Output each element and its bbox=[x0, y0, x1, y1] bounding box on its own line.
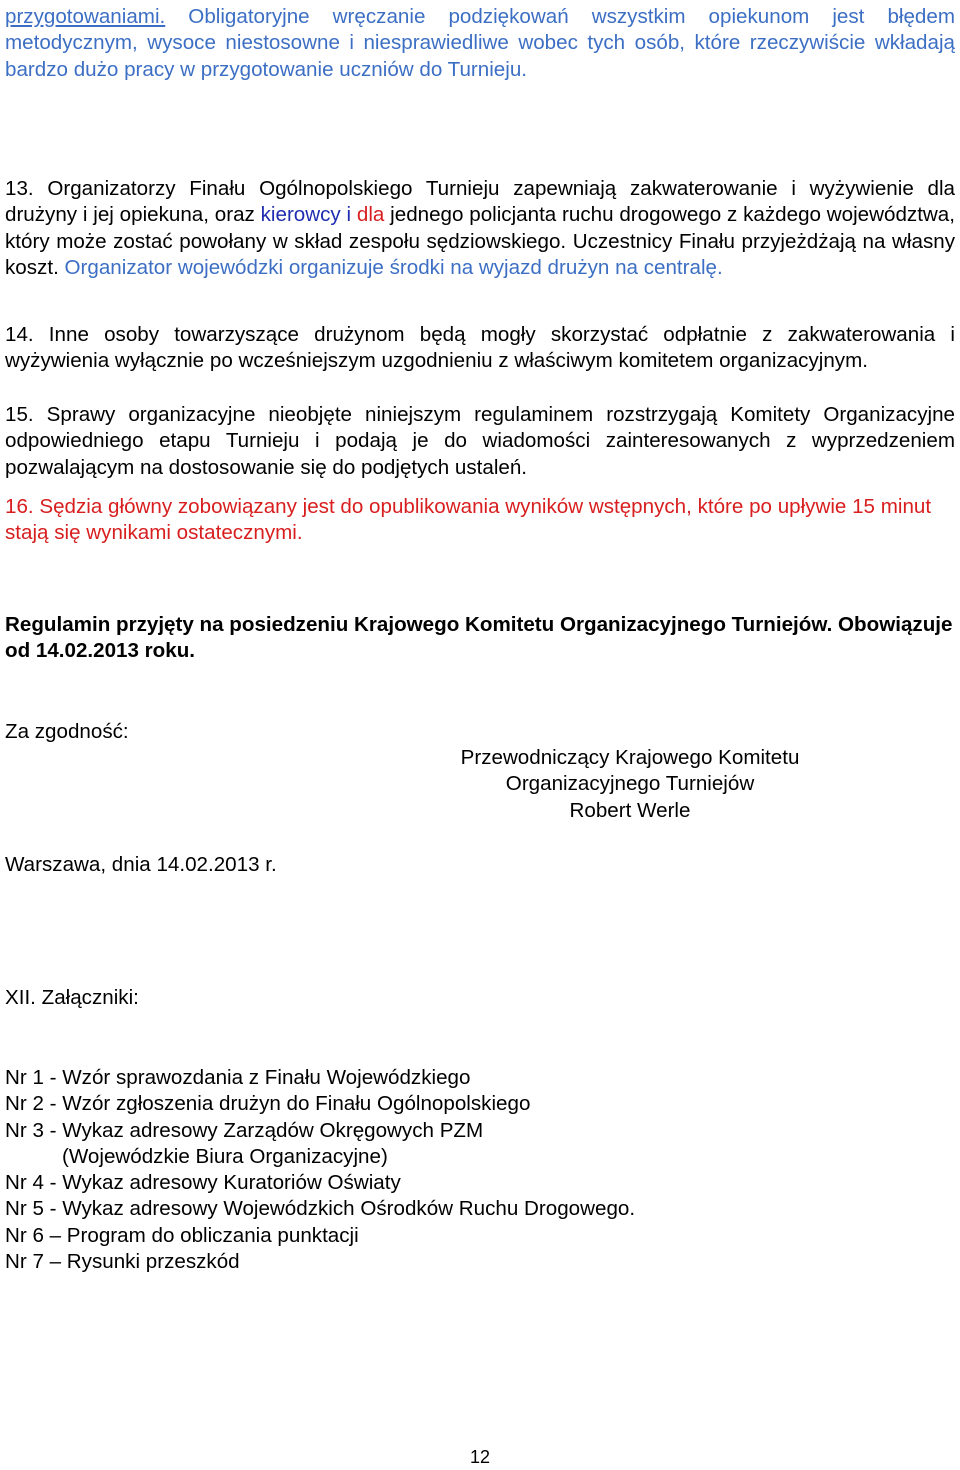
p13-text-a: 13. Organizatorzy Finału Ogólnopolskiego Turnieju zapewniają zakwaterowanie i wyżywienie dla drużyny i jej opiekuna, oraz bbox=[5, 177, 955, 227]
intro-paragraph bbox=[5, 4, 955, 83]
zgodnosc-label: Za zgodność: bbox=[5, 720, 129, 743]
attachment-item: Nr 2 - Wzór zgłoszenia drużyn do Finału Ogólnopolskiego bbox=[5, 1092, 531, 1116]
attachment-item: Nr 4 - Wykaz adresowy Kuratoriów Oświaty bbox=[5, 1171, 401, 1195]
p13-blue-text: Organizator wojewódzki organizuje środki na wyjazd drużyn na centralę. bbox=[64, 255, 723, 279]
paragraph-15: 15. Sprawy organizacyjne nieobjęte niniejszym regulaminem rozstrzygają Komitety Organizacyjne odpowiedniego etapu Turnieju i podają je do wiadomości zainteresowanych z wyprzedzeniem pozwalającym na dostosowanie się do podjętych ustaleń. bbox=[5, 403, 955, 479]
paragraph-13 bbox=[5, 176, 955, 281]
attachment-item-continuation: (Wojewódzkie Biura Organizacyjne) bbox=[62, 1144, 388, 1168]
paragraph-16: 16. Sędzia główny zobowiązany jest do opublikowania wyników wstępnych, które po upływie 15 minut stają się wynikami ostatecznymi. bbox=[5, 495, 932, 545]
signature-block bbox=[5, 745, 960, 824]
p13-dla: dla bbox=[356, 203, 385, 227]
signature-line-1: Przewodniczący Krajowego Komitetu bbox=[460, 746, 800, 769]
intro-text: Obligatoryjne wręczanie podziękowań wszystkim opiekunom jest błędem metodycznym, wysoce niestosowne i niesprawiedliwe wobec tych osób, które rzeczywiście wkładają bardzo dużo pracy w przygotowanie uczniów do Turnieju. bbox=[5, 5, 955, 81]
signature-name: Robert Werle bbox=[569, 798, 691, 822]
intro-link[interactable]: przygotowaniami. bbox=[5, 5, 166, 28]
section-title: XII. Załączniki: bbox=[5, 986, 139, 1009]
attachment-item: Nr 3 - Wykaz adresowy Zarządów Okręgowych PZM bbox=[5, 1118, 484, 1142]
attachment-item: Nr 6 – Program do obliczania punktacji bbox=[5, 1223, 359, 1247]
page-number: 12 bbox=[469, 1447, 491, 1467]
p13-kierowcy: kierowcy i bbox=[260, 203, 352, 227]
regulamin-note: Regulamin przyjęty na posiedzeniu Krajowego Komitetu Organizacyjnego Turniejów. Obowiązuje od 14.02.2013 roku. bbox=[5, 613, 953, 663]
signature-line-2: Organizacyjnego Turniejów bbox=[505, 772, 755, 796]
place-date: Warszawa, dnia 14.02.2013 r. bbox=[5, 853, 277, 876]
attachment-item: Nr 1 - Wzór sprawozdania z Finału Wojewódzkiego bbox=[5, 1066, 471, 1089]
attachment-item: Nr 7 – Rysunki przeszkód bbox=[5, 1250, 240, 1274]
p13-text-b: jednego policjanta ruchu drogowego z każdego województwa, który może zostać powołany w skład zespołu sędziowskiego. Uczestnicy Finału przyjeżdżają na własny koszt. bbox=[5, 203, 955, 279]
attachments-list bbox=[5, 1065, 635, 1275]
attachment-item: Nr 5 - Wykaz adresowy Wojewódzkich Ośrodków Ruchu Drogowego. bbox=[5, 1197, 636, 1221]
paragraph-14: 14. Inne osoby towarzyszące drużynom będą mogły skorzystać odpłatnie z zakwaterowania i wyżywienia wyłącznie po wcześniejszym uzgodnieniu z właściwym komitetem organizacyjnym. bbox=[5, 323, 955, 373]
